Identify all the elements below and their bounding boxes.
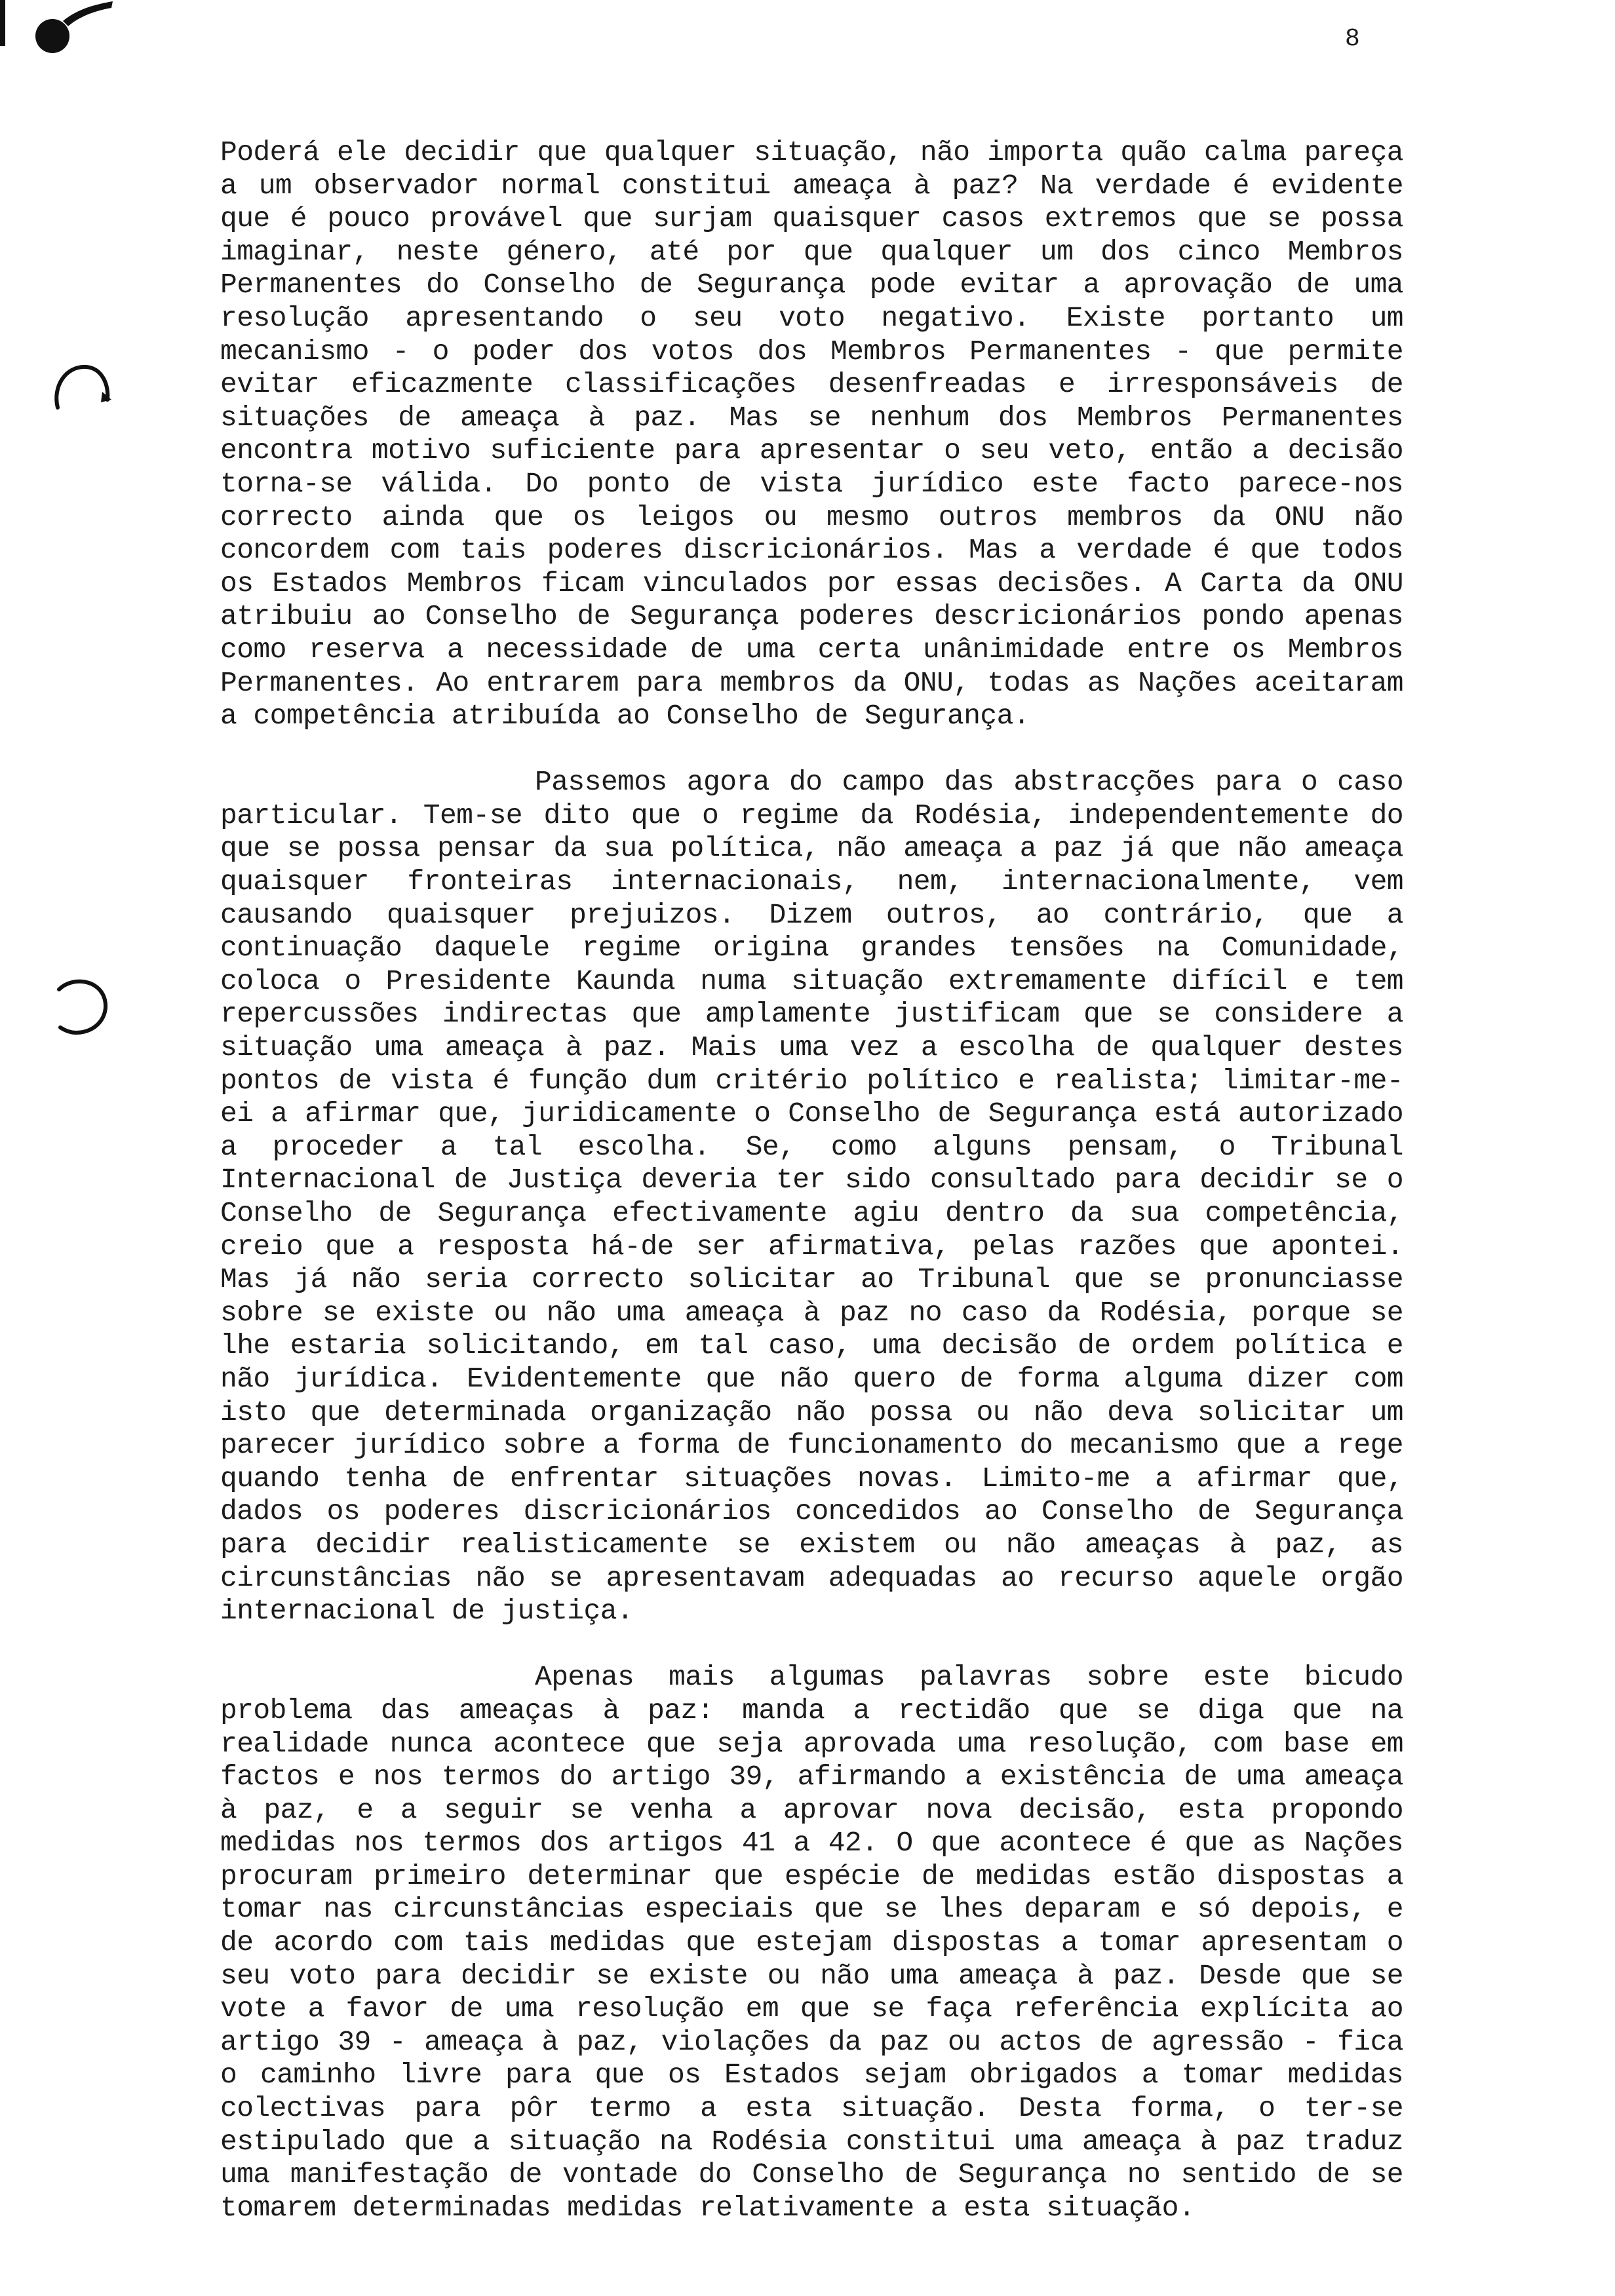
punch-hole-mark-lower <box>46 970 118 1042</box>
punch-hole-mark-upper <box>46 354 118 426</box>
body-text <box>220 136 1403 2225</box>
paragraph: Apenas mais algumas palavras sobre este bicudo problema das ameaças à paz: manda a rectidão que se diga que na realidade nunca acontece que seja aprovada uma resolução, com base em factos e nos termos do artigo 39, afirmando a existência de uma ameaça à paz, e a seguir se venha a aprovar nova decisão, esta propondo medidas nos termos dos artigos 41 a 42. O que acontece é que as Nações procuram primeiro determinar que espécie de medidas estão dispostas a tomar nas circunstâncias especiais que se lhes deparam e só depois, e de acordo com tais medidas que estejam dispostas a tomar apresentam o seu voto para decidir se existe ou não uma ameaça à paz. Desde que se vote a favor de uma resolução em que se faça referência explícita ao artigo 39 - ameaça à paz, violações da paz ou actos de agressão - fica o caminho livre para que os Estados sejam obrigados a tomar medidas colectivas para pôr termo a esta situação. Desta forma, o ter-se estipulado que a situação na Rodésia constitui uma ameaça à paz traduz uma manifestação de vontade do Conselho de Segurança no sentido de se tomarem determinadas medidas relativamente a esta situação. <box>220 1661 1403 2224</box>
paragraph: Passemos agora do campo das abstracções para o caso particular. Tem-se dito que o regime da Rodésia, independentemente do que se possa pensar da sua política, não ameaça a paz já que não ameaça quaisquer fronteiras internacionais, nem, internacionalmente, vem causando quaisquer prejuizos. Dizem outros, ao contrário, que a continuação daquele regime origina grandes tensões na Comunidade, coloca o Presidente Kaunda numa situação extremamente difícil e tem repercussões indirectas que amplamente justificam que se considere a situação uma ameaça à paz. Mais uma vez a escolha de qualquer destes pontos de vista é função dum critério político e realista; limitar-me-ei a afirmar que, juridicamente o Conselho de Segurança está autorizado a proceder a tal escolha. Se, como alguns pensam, o Tribunal Internacional de Justiça deveria ter sido consultado para decidir se o Conselho de Segurança efectivamente agiu dentro da sua competência, creio que a resposta há-de ser afirmativa, pelas razões que apontei. Mas já não seria correcto solicitar ao Tribunal que se pronunciasse sobre se existe ou não uma ameaça à paz no caso da Rodésia, porque se lhe estaria solicitando, em tal caso, uma decisão de ordem política e não jurídica. Evidentemente que não quero de forma alguma dizer com isto que determinada organização não possa ou não deva solicitar um parecer jurídico sobre a forma de funcionamento do mecanismo que a rege quando tenha de enfrentar situações novas. Limito-me a afirmar que, dados os poderes discricionários concedidos ao Conselho de Segurança para decidir realisticamente se existem ou não ameaças à paz, as circunstâncias não se apresentavam adequadas ao recurso aquele orgão internacional de justiça. <box>220 766 1403 1628</box>
page-number: 8 <box>1345 25 1360 53</box>
corner-dot-mark <box>0 0 131 72</box>
paragraph: Poderá ele decidir que qualquer situação, não importa quão calma pareça a um observador normal constitui ameaça à paz? Na verdade é evidente que é pouco provável que surjam quaisquer casos extremos que se possa imaginar, neste género, até por que qualquer um dos cinco Membros Permanentes do Conselho de Segurança pode evitar a aprovação de uma resolução apresentando o seu voto negativo. Existe portanto um mecanismo - o poder dos votos dos Membros Permanentes - que permite evitar eficazmente classificações desenfreadas e irresponsáveis de situações de ameaça à paz. Mas se nenhum dos Membros Permanentes encontra motivo suficiente para apresentar o seu veto, então a decisão torna-se válida. Do ponto de vista jurídico este facto parece-nos correcto ainda que os leigos ou mesmo outros membros da ONU não concordem com tais poderes discricionários. Mas a verdade é que todos os Estados Membros ficam vinculados por essas decisões. A Carta da ONU atribuiu ao Conselho de Segurança poderes descricionários pondo apenas como reserva a necessidade de uma certa unânimidade entre os Membros Permanentes. Ao entrarem para membros da ONU, todas as Nações aceitaram a competência atribuída ao Conselho de Segurança. <box>220 136 1403 733</box>
